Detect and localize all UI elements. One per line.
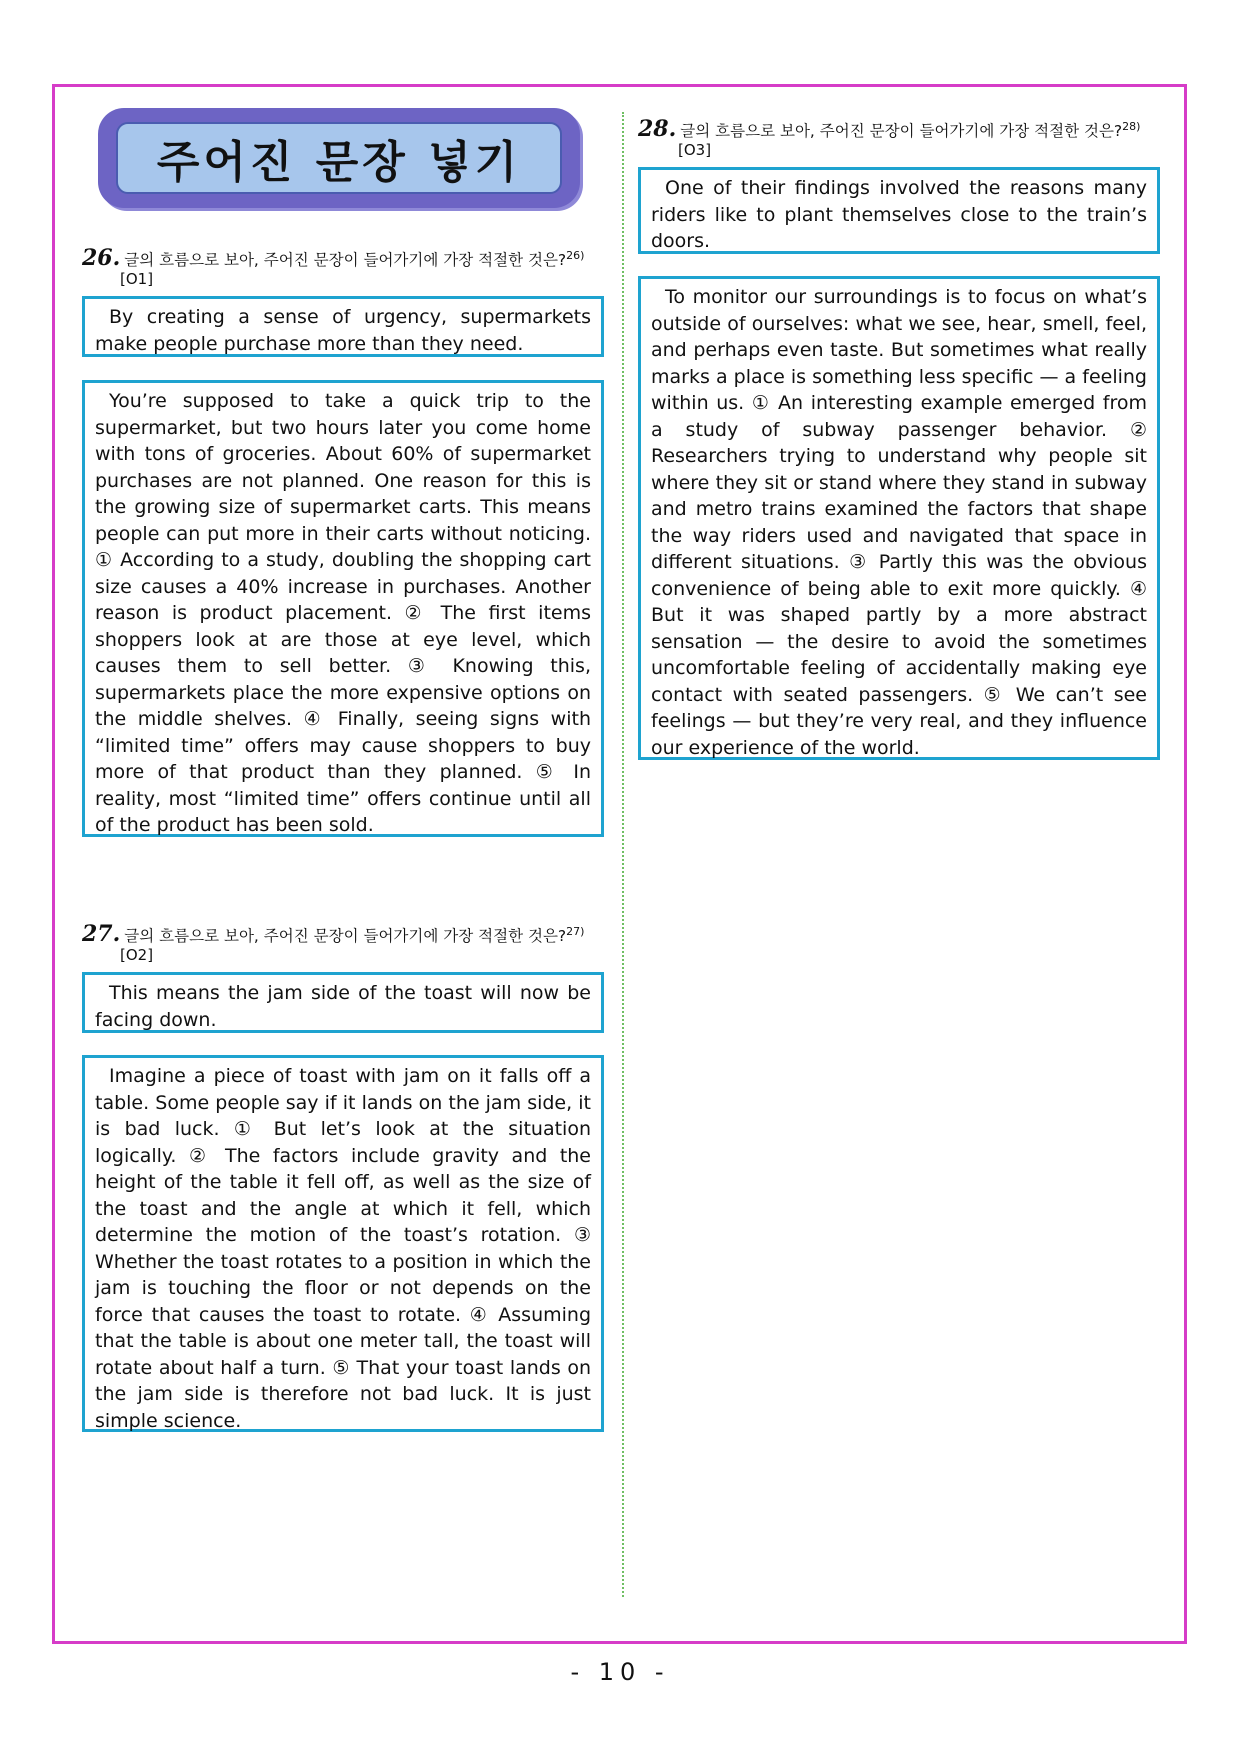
question-prompt: 글의 흐름으로 보아, 주어진 문장이 들어가기에 가장 적절한 것은? xyxy=(124,927,567,946)
question-prompt: 글의 흐름으로 보아, 주어진 문장이 들어가기에 가장 적절한 것은? xyxy=(124,251,567,270)
given-sentence: One of their findings involved the reasons many riders like to plant themselves close to the train’s doors. xyxy=(651,177,1147,252)
section-banner xyxy=(98,108,580,208)
passage-box xyxy=(82,380,604,837)
passage-text: Imagine a piece of toast with jam on it falls off a table. Some people say if it lands on the jam side, it is bad luck. ① But let’s look at the situation logically. ② The factors include gravity and the height of the table it fell off, as well as the size of the toast and the angle at which it fell, which determine the motion of the toast’s rotation. ③ Whether the toast rotates to a position in which the jam is touching the floor or not depends on the force that causes the toast to rotate. ④ Assuming that the table is about one meter tall, the toast will rotate about half a turn. ⑤ That your toast lands on the jam side is therefore not bad luck. It is just simple science. xyxy=(95,1065,591,1432)
given-sentence: This means the jam side of the toast will now be facing down. xyxy=(95,982,591,1031)
footnote-marker: 28) xyxy=(1122,120,1141,133)
passage-text: You’re supposed to take a quick trip to the supermarket, but two hours later you come home with tons of groceries. About 60% of supermarket purchases are not planned. One reason for this is the growing size of supermarket carts. This means people can put more in their carts without noticing. ① According to a study, doubling the shopping cart size causes a 40% increase in purchases. Another reason is product placement. ② The first items shoppers look at are those at eye level, which causes them to sell better. ③ Knowing this, supermarkets place the more expensive options on the middle shelves. ④ Finally, seeing signs with “limited time” offers may cause shoppers to buy more of that product than they planned. ⑤ In reality, most “limited time” offers continue until all of the product has been sold. xyxy=(95,390,591,836)
question-code: [O3] xyxy=(678,141,712,159)
page-title: 주어진 문장 넣기 xyxy=(156,137,522,188)
question-code: [O2] xyxy=(120,946,154,964)
given-sentence-box xyxy=(82,296,604,357)
footnote-marker: 27) xyxy=(566,925,585,938)
question-27-header xyxy=(82,921,584,947)
given-sentence: By creating a sense of urgency, supermarkets make people purchase more than they need. xyxy=(95,306,591,355)
section-banner-inner xyxy=(116,122,562,194)
passage-box xyxy=(82,1055,604,1432)
question-26-header xyxy=(82,245,584,271)
question-number: 26. xyxy=(82,245,121,272)
given-sentence-box xyxy=(638,167,1160,254)
question-code: [O1] xyxy=(120,270,154,288)
passage-box xyxy=(638,276,1160,760)
question-28-header xyxy=(638,116,1140,142)
page-number: - 10 - xyxy=(570,1658,670,1686)
given-sentence-box xyxy=(82,972,604,1033)
question-number: 28. xyxy=(638,116,677,143)
passage-text: To monitor our surroundings is to focus on what’s outside of ourselves: what we see, hear, smell, feel, and perhaps even taste. But sometimes what really marks a place is something less specific — a feeling within us. ① An interesting example emerged from a study of subway passenger behavior. ② Researchers trying to understand why people sit where they sit or stand where they stand in subway and metro trains examined the factors that shape the way riders used and navigated that space in different situations. ③ Partly this was the obvious convenience of being able to exit more quickly. ④ But it was shaped partly by a more abstract sensation — the desire to avoid the sometimes uncomfortable feeling of accidentally making eye contact with seated passengers. ⑤ We can’t see feelings — but they’re very real, and they influence our experience of the world. xyxy=(651,286,1147,759)
question-number: 27. xyxy=(82,921,121,948)
footnote-marker: 26) xyxy=(566,249,585,262)
column-divider xyxy=(622,112,624,1597)
question-prompt: 글의 흐름으로 보아, 주어진 문장이 들어가기에 가장 적절한 것은? xyxy=(680,122,1123,141)
